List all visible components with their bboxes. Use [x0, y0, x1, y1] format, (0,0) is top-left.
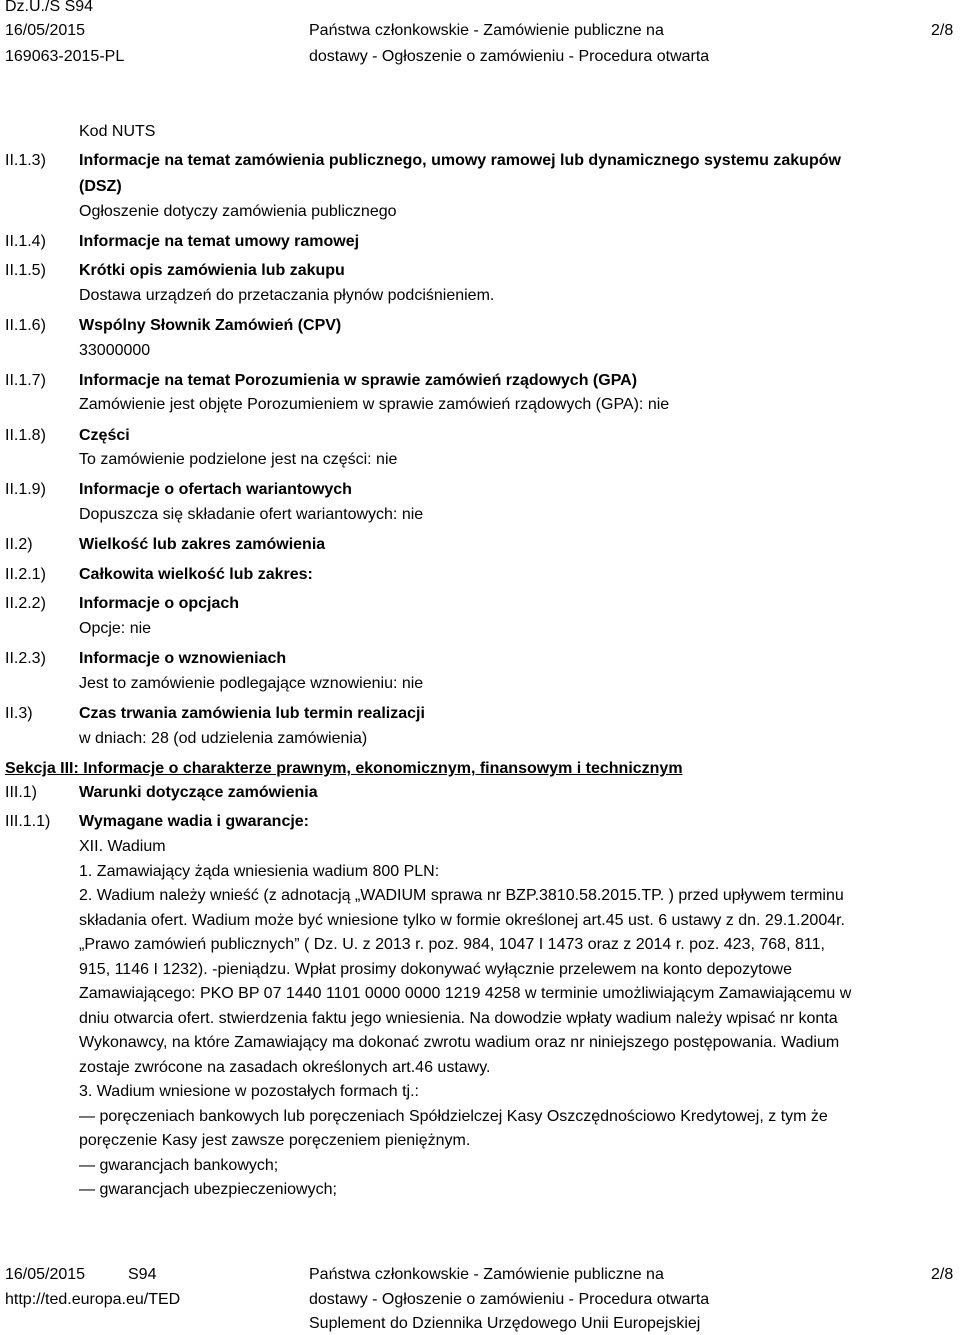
paragraph-line: poręczenie Kasy jest zawsze poręczeniem pieniężnym. — [79, 1132, 471, 1149]
section-heading: Części — [79, 427, 130, 444]
page-header — [0, 0, 960, 75]
footer-title-line2: dostawy - Ogłoszenie o zamówieniu - Procedura otwarta — [309, 1291, 710, 1308]
section-heading: Informacje na temat umowy ramowej — [79, 233, 360, 250]
section-heading: Wielkość lub zakres zamówienia — [79, 536, 326, 553]
header-date: 16/05/2015 — [5, 22, 86, 39]
section-number: II.1.4) — [5, 233, 46, 250]
section-number: II.2.1) — [5, 566, 46, 583]
section-text: Ogłoszenie dotyczy zamówienia publicznego — [79, 203, 397, 220]
section-number: II.1.5) — [5, 262, 46, 279]
paragraph-line: 1. Zamawiający żąda wniesienia wadium 800 PLN: — [79, 862, 440, 880]
section-heading: Informacje na temat Porozumienia w sprawie zamówień rządowych (GPA) — [79, 372, 638, 389]
section-number: II.2.3) — [5, 650, 46, 667]
paragraph-line: XII. Wadium — [79, 838, 166, 855]
guarantee-requirements — [79, 835, 939, 1203]
section-text: Zamówienie jest objęte Porozumieniem w sprawie zamówień rządowych (GPA): nie — [79, 396, 670, 413]
paragraph-line: dniu otwarcia ofert. stwierdzenia faktu jego wniesienia. Na dowodzie wpłaty wadium należy wpisać nr konta — [79, 1009, 838, 1027]
paragraph-line: 915, 1146 I 1232). -pieniądzu. Wpłat prosimy dokonywać wyłącznie przelewem na konto depozytowe — [79, 960, 792, 978]
section-heading: Informacje o wznowieniach — [79, 650, 287, 667]
section-number: II.1.9) — [5, 481, 46, 498]
journal-ref: Dz.U./S S94 — [5, 0, 94, 15]
footer-title-line3: Suplement do Dziennika Urzędowego Unii Europejskiej — [309, 1315, 701, 1332]
footer-series: S94 — [128, 1266, 157, 1283]
section-heading: Warunki dotyczące zamówienia — [79, 784, 318, 801]
section-text: To zamówienie podzielone jest na części: nie — [79, 451, 398, 468]
section-heading: Informacje o opcjach — [79, 595, 240, 612]
section-number: II.1.7) — [5, 372, 46, 389]
section-heading: Całkowita wielkość lub zakres: — [79, 566, 313, 583]
section-number: III.1.1) — [5, 813, 51, 830]
paragraph-line: Wykonawcy, na które Zamawiający ma dokonać zwrotu wadium oraz nr niniejszego postępowania. Wadium — [79, 1034, 840, 1051]
section-number: II.2.2) — [5, 595, 46, 612]
section-text: w dniach: 28 (od udzielenia zamówienia) — [79, 730, 368, 747]
section-3-title: Sekcja III: Informacje o charakterze prawnym, ekonomicznym, finansowym i technicznym — [5, 760, 683, 777]
section-heading: Wymagane wadia i gwarancje: — [79, 813, 310, 830]
paragraph-line: składania ofert. Wadium może być wniesione tylko w formie określonej art.45 ust. 6 ustawy z dn. 29.1.2004r. — [79, 911, 845, 929]
header-title-line2: dostawy - Ogłoszenie o zamówieniu - Procedura otwarta — [309, 48, 710, 65]
paragraph-line: Zamawiającego: PKO BP 07 1440 1101 0000 0000 1219 4258 w terminie umożliwiającym Zamawiającemu w — [79, 985, 852, 1002]
section-heading: Wspólny Słownik Zamówień (CPV) — [79, 317, 342, 334]
header-title-line1: Państwa członkowskie - Zamówienie publiczne na — [309, 22, 664, 39]
paragraph-line: 2. Wadium należy wnieść (z adnotacją „WADIUM sprawa nr BZP.3810.58.2015.TP. ) przed upływem terminu — [79, 887, 844, 904]
paragraph-line: zostaje zwrócone na zasadach określonych art.46 ustawy. — [79, 1058, 491, 1076]
section-number: III.1) — [5, 784, 38, 801]
paragraph-line: 3. Wadium wniesione w pozostałych formach tj.: — [79, 1083, 419, 1100]
section-text: Dostawa urządzeń do przetaczania płynów podciśnieniem. — [79, 287, 495, 304]
section-number: II.1.6) — [5, 317, 46, 334]
nuts-label: Kod NUTS — [79, 123, 156, 140]
section-number: II.1.8) — [5, 427, 46, 444]
section-number: II.3) — [5, 705, 33, 722]
notice-id: 169063-2015-PL — [5, 48, 125, 65]
section-heading: Informacje o ofertach wariantowych — [79, 481, 352, 498]
footer-title-line1: Państwa członkowskie - Zamówienie publiczne na — [309, 1266, 664, 1283]
footer-url[interactable]: http://ted.europa.eu/TED — [5, 1291, 181, 1308]
section-heading: Czas trwania zamówienia lub termin realizacji — [79, 705, 425, 722]
section-number: II.2) — [5, 536, 33, 553]
header-page-number: 2/8 — [931, 22, 954, 39]
section-text: Dopuszcza się składanie ofert wariantowych: nie — [79, 506, 424, 523]
section-heading: Informacje na temat zamówienia publicznego, umowy ramowej lub dynamicznego systemu zakupów — [79, 152, 841, 169]
section-number: II.1.3) — [5, 152, 46, 169]
footer-page-number: 2/8 — [931, 1266, 954, 1283]
section-text: Jest to zamówienie podlegające wznowieniu: nie — [79, 675, 424, 692]
paragraph-line: — poręczeniach bankowych lub poręczeniach Spółdzielczej Kasy Oszczędnościowo Kredytowej, z tym że — [79, 1107, 828, 1125]
paragraph-line: „Prawo zamówień publicznych” ( Dz. U. z 2013 r. poz. 984, 1047 I 1473 oraz z 2014 r. poz. 423, 768, 811, — [79, 936, 825, 953]
section-text: Opcje: nie — [79, 620, 152, 637]
paragraph-line: — gwarancjach ubezpieczeniowych; — [79, 1181, 337, 1198]
paragraph-line: — gwarancjach bankowych; — [79, 1156, 279, 1174]
section-heading-cont: (DSZ) — [79, 178, 122, 195]
section-text: 33000000 — [79, 342, 151, 359]
section-heading: Krótki opis zamówienia lub zakupu — [79, 262, 345, 279]
footer-date: 16/05/2015 — [5, 1266, 86, 1283]
